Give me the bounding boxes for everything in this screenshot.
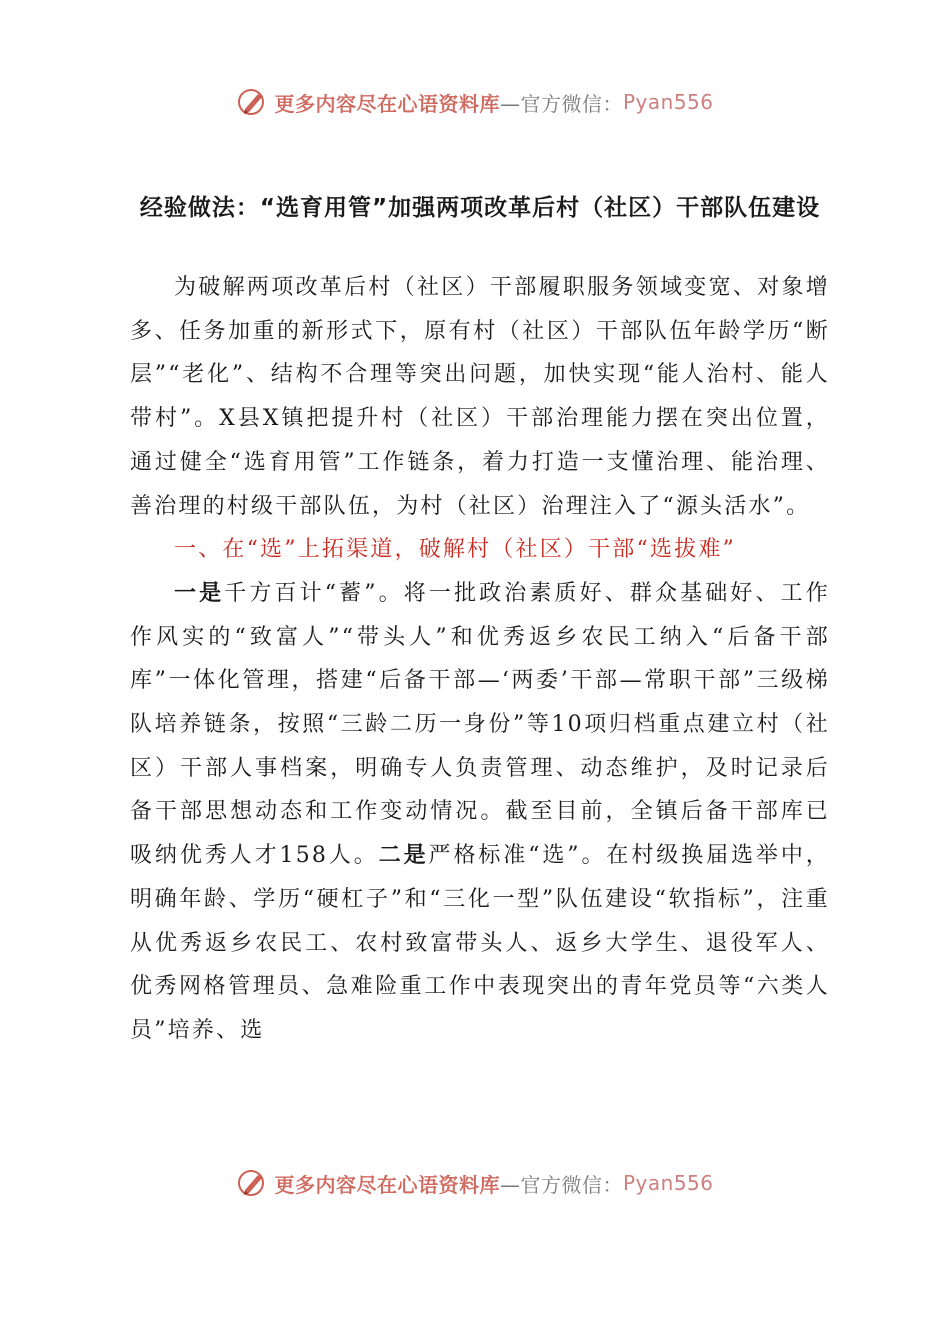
banner-wechat-label: —官方微信： — [499, 91, 623, 116]
banner-site-name: 更多内容尽在心语资料库 — [274, 91, 500, 116]
point-2-lead: 二是 — [378, 842, 429, 869]
header-watermark-banner — [0, 82, 950, 122]
footer-watermark-banner — [0, 1163, 950, 1203]
point-2-text: 严格标准“选”。在村级换届选举中，明确年龄、学历“硬杠子”和“三化一型”队伍建设“软指标”，注重从优秀返乡农民工、农村致富带头人、返乡大学生、退役军人、优秀网格管理员、急难险重工作中表现突出的青年党员等“六类人员”培养、选 — [130, 843, 830, 1043]
document-title: 经验做法：“选育用管”加强两项改革后村（社区）干部队伍建设 — [139, 195, 821, 221]
banner-site-name: 更多内容尽在心语资料库 — [274, 1172, 500, 1197]
banner-wechat-id: Pyan556 — [622, 1171, 714, 1195]
banner-wechat-id: Pyan556 — [622, 90, 714, 114]
document-body — [130, 186, 830, 1053]
point-1-text: 千方百计“蓄”。将一批政治素质好、群众基础好、工作作风实的“致富人”“带头人”和优秀返乡农民工纳入“后备干部库”一体化管理，搭建“后备干部—‘两委’干部—常职干部”三级梯队培养链条，按照“三龄二历一身份”等10项归档重点建立村（社区）干部人事档案，明确专人负责管理、动态维护，及时记录后备干部思想动态和工作变动情况。截至目前，全镇后备干部库已吸纳优秀人才158人。 — [130, 580, 831, 869]
intro-paragraph: 为破解两项改革后村（社区）干部履职服务领域变宽、对象增多、任务加重的新形式下，原有村（社区）干部队伍年龄学历“断层”“老化”、结构不合理等突出问题，加快实现“能人治村、能人带村”。X县X镇把提升村（社区）干部治理能力摆在突出位置，通过健全“选育用管”工作链条，着力打造一支懂治理、能治理、善治理的村级干部队伍，为村（社区）治理注入了“源头活水”。 — [130, 275, 830, 519]
point-1-lead: 一是 — [174, 579, 225, 606]
pen-logo-icon — [236, 1166, 270, 1200]
section-1-paragraph — [130, 572, 830, 1053]
section-1-heading: 一、在“选”上拓渠道，破解村（社区）干部“选拔难” — [174, 537, 736, 563]
pen-logo-icon — [236, 85, 270, 119]
banner-wechat-label: —官方微信： — [499, 1172, 623, 1197]
